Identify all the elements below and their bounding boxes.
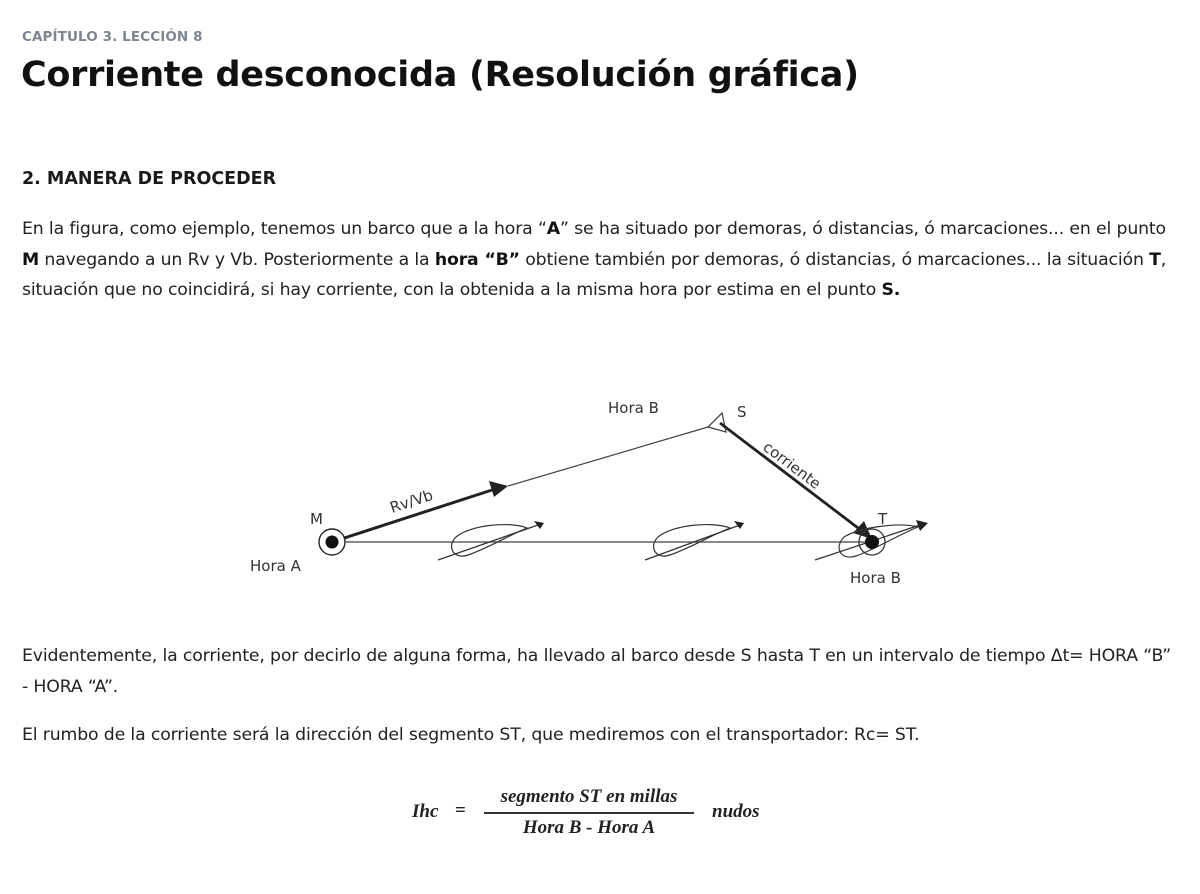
bold-point-m: M — [22, 249, 40, 270]
estimated-position-triangle-icon — [708, 413, 726, 432]
text-run: , situación que no coincidirá, si hay corriente, con la obtenida a la misma hora por estima en el punto — [22, 249, 1167, 300]
section-heading: 2. MANERA DE PROCEDER — [22, 169, 277, 189]
text-run: ” se ha situado por demoras, ó distancias, ó marcaciones... en el punto — [560, 219, 1166, 239]
label-rv-vb: Rv/Vb — [387, 486, 436, 517]
bold-point-s: S. — [881, 280, 901, 300]
point-t-dot — [865, 535, 879, 549]
bearing-fix-icon-2 — [645, 521, 744, 560]
bold-hora-a: A — [546, 219, 561, 239]
formula-lhs: Ihc — [412, 801, 439, 822]
page-title: Corriente desconocida (Resolución gráfica) — [21, 55, 859, 95]
text-run: obtiene también por demoras, ó distancias, ó marcaciones... la situación — [519, 249, 1150, 270]
intro-paragraph — [22, 214, 1182, 306]
bearing-fix-icon-1 — [438, 521, 544, 560]
formula-unit: nudos — [712, 801, 760, 822]
fraction-bar — [484, 812, 694, 814]
label-s: S — [737, 403, 747, 421]
bold-point-t: T — [1149, 249, 1161, 270]
label-hora-a: Hora A — [250, 557, 301, 575]
bold-hora-b: hora “B” — [434, 249, 520, 270]
explanation-paragraph: Evidentemente, la corriente, por decirlo de alguna forma, ha llevado al barco desde S hasta T en un intervalo de tiempo Δt= HORA “B” - HORA “A”. — [22, 646, 1172, 697]
label-corriente: corriente — [759, 437, 825, 493]
text-run: En la figura, como ejemplo, tenemos un barco que a la hora “ — [22, 219, 547, 239]
formula-numerator: segmento ST en millas — [500, 786, 678, 807]
chapter-lesson-kicker: CAPÍTULO 3. LECCIÓN 8 — [22, 29, 203, 45]
label-m: M — [310, 510, 323, 528]
current-vector — [720, 423, 862, 531]
current-speed-formula — [405, 784, 785, 844]
current-triangle-diagram — [240, 385, 960, 600]
current-course-paragraph: El rumbo de la corriente será la dirección del segmento ST, que mediremos con el transportador: Rc= ST. — [22, 725, 920, 745]
formula-equals: = — [455, 800, 466, 821]
label-t: T — [878, 510, 888, 528]
text-run: navegando a un Rv y Vb. Posteriormente a la — [39, 249, 435, 270]
label-hora-b-bottom: Hora B — [850, 569, 901, 587]
estimated-track-line — [508, 427, 708, 486]
formula-denominator: Hora B - Hora A — [522, 817, 656, 838]
label-hora-b-top: Hora B — [608, 399, 659, 417]
point-m-dot — [326, 536, 339, 549]
rv-vb-arrowhead-icon — [489, 481, 508, 497]
